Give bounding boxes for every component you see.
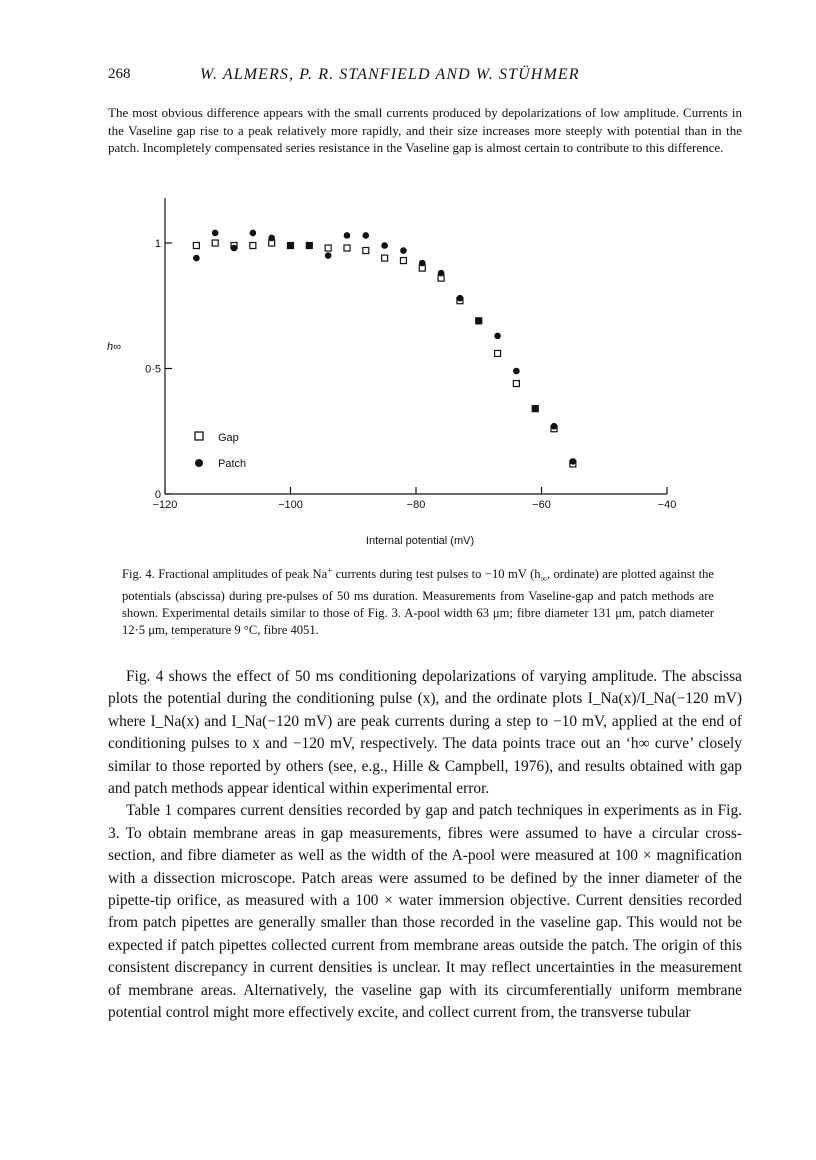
gap-point	[325, 245, 331, 251]
gap-point	[400, 258, 406, 264]
patch-point	[363, 232, 370, 239]
paragraph-2: Table 1 compares current densities recorded by gap and patch techniques in experiments as in Fig. 3. To obtain membrane areas in gap measurements, fibres were assumed to have a circular cross-section, and fibre diameter as well as the width of the A-pool were measured at 100 × magnification with a dissection microscope. Patch areas were assumed to be defined by the inner diameter of the pipette-tip orifice, as measured with a 100 × water immersion objective. Current densities recorded from patch pipettes are generally smaller than those recorded in the vaseline gap. This would not be expected if patch pipettes collected current from membrane areas outside the patch. The origin of this consistent discrepancy in current densities is unclear. It may reflect uncertainties in the measurement of membrane areas. Alternatively, the vaseline gap with its circumferentially uniform membrane potential control might more effectively excite, and collect current from, the transverse tubular	[108, 802, 742, 1022]
patch-point	[400, 247, 407, 254]
gap-point	[495, 350, 501, 356]
patch-point	[325, 252, 332, 259]
top-paragraph: The most obvious difference appears with the small currents produced by depolarizations of low amplitude. Currents in the Vaseline gap rise to a peak relatively more rapidly, and their size increases more steeply with potential than in the patch. Incompletely compensated series resistance in the Vaseline gap is almost certain to contribute to this difference.	[108, 105, 742, 155]
x-tick-label: −40	[657, 499, 677, 511]
patch-point	[306, 242, 313, 249]
patch-point	[419, 260, 426, 267]
x-ticks	[153, 487, 677, 511]
page-header	[0, 66, 816, 86]
patch-point	[438, 270, 445, 277]
patch-point	[344, 232, 351, 239]
patch-point	[532, 405, 539, 412]
gap-point	[250, 243, 256, 249]
y-ticks	[145, 238, 172, 501]
gap-point	[344, 245, 350, 251]
legend-patch-label: Patch	[218, 458, 247, 470]
patch-point	[475, 318, 482, 325]
patch-point	[551, 423, 558, 430]
y-tick-label: 0·5	[145, 363, 161, 376]
patch-point	[513, 368, 520, 375]
y-tick-label: 0	[154, 489, 161, 501]
page-number: 268	[108, 66, 131, 82]
legend-gap-label: Gap	[218, 432, 239, 444]
patch-point	[570, 458, 577, 465]
body-text	[108, 666, 742, 1025]
gap-point	[382, 255, 388, 261]
patch-point	[457, 295, 464, 302]
patch-point	[381, 242, 388, 249]
patch-point	[494, 333, 501, 340]
patch-point	[268, 235, 275, 242]
h-infinity-chart	[100, 180, 720, 560]
legend-patch-marker	[195, 459, 203, 467]
patch-point	[212, 230, 219, 237]
patch-point	[287, 242, 294, 249]
patch-point	[231, 245, 238, 252]
y-tick-label: 1	[154, 238, 161, 250]
y-axis-label: h∞	[107, 341, 121, 353]
patch-point	[250, 230, 257, 237]
x-tick-label: −60	[532, 499, 551, 511]
figure-4	[100, 180, 720, 560]
data-points	[193, 230, 576, 467]
running-head: W. ALMERS, P. R. STANFIELD AND W. STÜHMER	[200, 66, 580, 83]
figure-caption: Fig. 4. Fractional amplitudes of peak Na+ currents during test pulses to −10 mV ($h_\infty$, ordinate) are plotted against the potentials (abscissa) during pre-pulses of 50 ms duration. Measurements from Vaseline-gap and patch methods are shown. Experimental details similar to those of Fig. 3. A-pool width 63 μm; fibre diameter 131 μm, patch diameter 12·5 μm, temperature 9 °C, fibre 4051.	[122, 565, 714, 637]
patch-point	[193, 255, 200, 262]
paragraph-1: Fig. 4 shows the effect of 50 ms conditioning depolarizations of varying amplitude. The abscissa plots the potential during the conditioning pulse (x), and the ordinate plots I_Na(x)/I_Na(−120 mV) where I_Na(x) and I_Na(−120 mV) are peak currents during a step to −10 mV, applied at the end of conditioning pulses to x and −120 mV, respectively. The data points trace out an ‘h∞ curve’ closely similar to those reported by others (see, e.g., Hille & Campbell, 1976), and results obtained with gap and patch methods appear identical within experimental error.	[108, 668, 742, 798]
legend	[195, 432, 246, 470]
x-tick-label: −100	[278, 499, 303, 511]
legend-gap-marker	[195, 432, 203, 440]
x-axis-label: Internal potential (mV)	[365, 535, 475, 547]
gap-point	[513, 381, 519, 387]
gap-point	[363, 248, 369, 254]
x-tick-label: −120	[152, 499, 178, 511]
gap-point	[212, 240, 218, 246]
gap-point	[193, 243, 199, 249]
x-tick-label: −80	[406, 499, 426, 511]
